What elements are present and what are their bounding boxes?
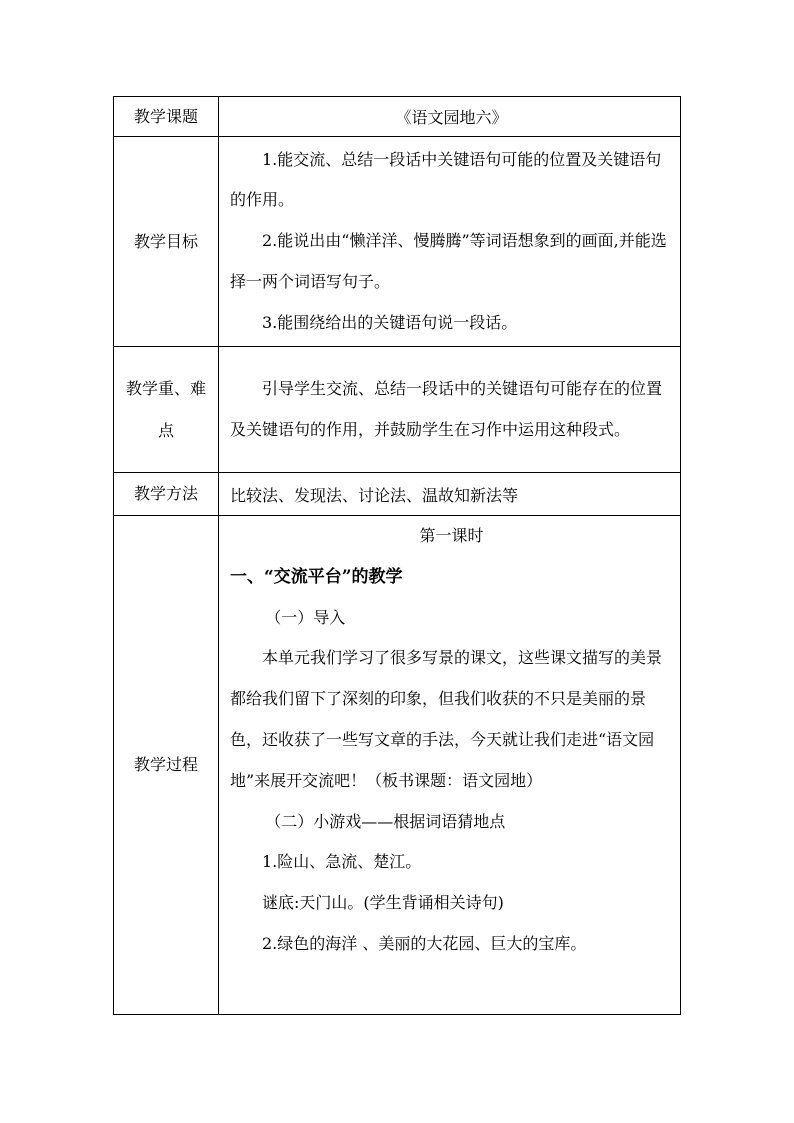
goal-item: 3.能围绕给出的关键语句说一段话。: [262, 312, 518, 332]
lesson-title: 第一课时: [419, 526, 484, 545]
key-points-label-line: 教学重、难: [125, 378, 206, 398]
methods-value: 比较法、发现法、讨论法、温故知新法等: [219, 473, 681, 516]
goal-item: 1.能交流、总结一段话中关键语句可能的位置及关键语句的作用。: [230, 149, 662, 210]
key-points-text: 引导学生交流、总结一段话中的关键语句可能存在的位置及关键语句的作用，并鼓励学生在习作中运用这种段式。: [230, 378, 663, 439]
methods-label: 教学方法: [114, 473, 219, 516]
goal-item: 2.能说出由“懒洋洋、慢腾腾”等词语想象到的画面,并能选择一两个词语写句子。: [230, 231, 667, 291]
topic-label: 教学课题: [114, 97, 219, 137]
lesson-plan-table: [113, 96, 681, 1015]
row-topic: [114, 97, 681, 137]
goals-cell: [219, 137, 681, 347]
key-points-label: [114, 347, 219, 473]
game-item: 2.绿色的海洋 、美丽的大花园、巨大的宝库。: [262, 933, 587, 953]
section-heading: 一、“交流平台”的教学: [230, 566, 403, 587]
process-cell: [219, 516, 681, 1015]
topic-value: 《语文园地六》: [219, 97, 681, 137]
row-key-points: [114, 347, 681, 473]
key-points-cell: [219, 347, 681, 473]
row-process: [114, 516, 681, 1015]
subsection-heading: （一）导入: [265, 607, 346, 627]
process-label: 教学过程: [114, 516, 219, 1015]
intro-text: 本单元我们学习了很多写景的课文，这些课文描写的美景都给我们留下了深刻的印象，但我们收获的不只是美丽的景色，还收获了一些写文章的手法，今天就让我们走进“语文园地”来展开交流吧！（板书课题：语文园地）: [230, 648, 663, 790]
row-methods: [114, 473, 681, 516]
game-item: 1.险山、急流、楚江。: [262, 852, 422, 872]
goals-label: 教学目标: [114, 137, 219, 347]
row-goals: [114, 137, 681, 347]
riddle-answer: 谜底:天门山。(学生背诵相关诗句): [262, 893, 504, 913]
subsection-heading: （二）小游戏——根据词语猜地点: [265, 811, 506, 831]
key-points-label-line: 点: [157, 420, 174, 440]
